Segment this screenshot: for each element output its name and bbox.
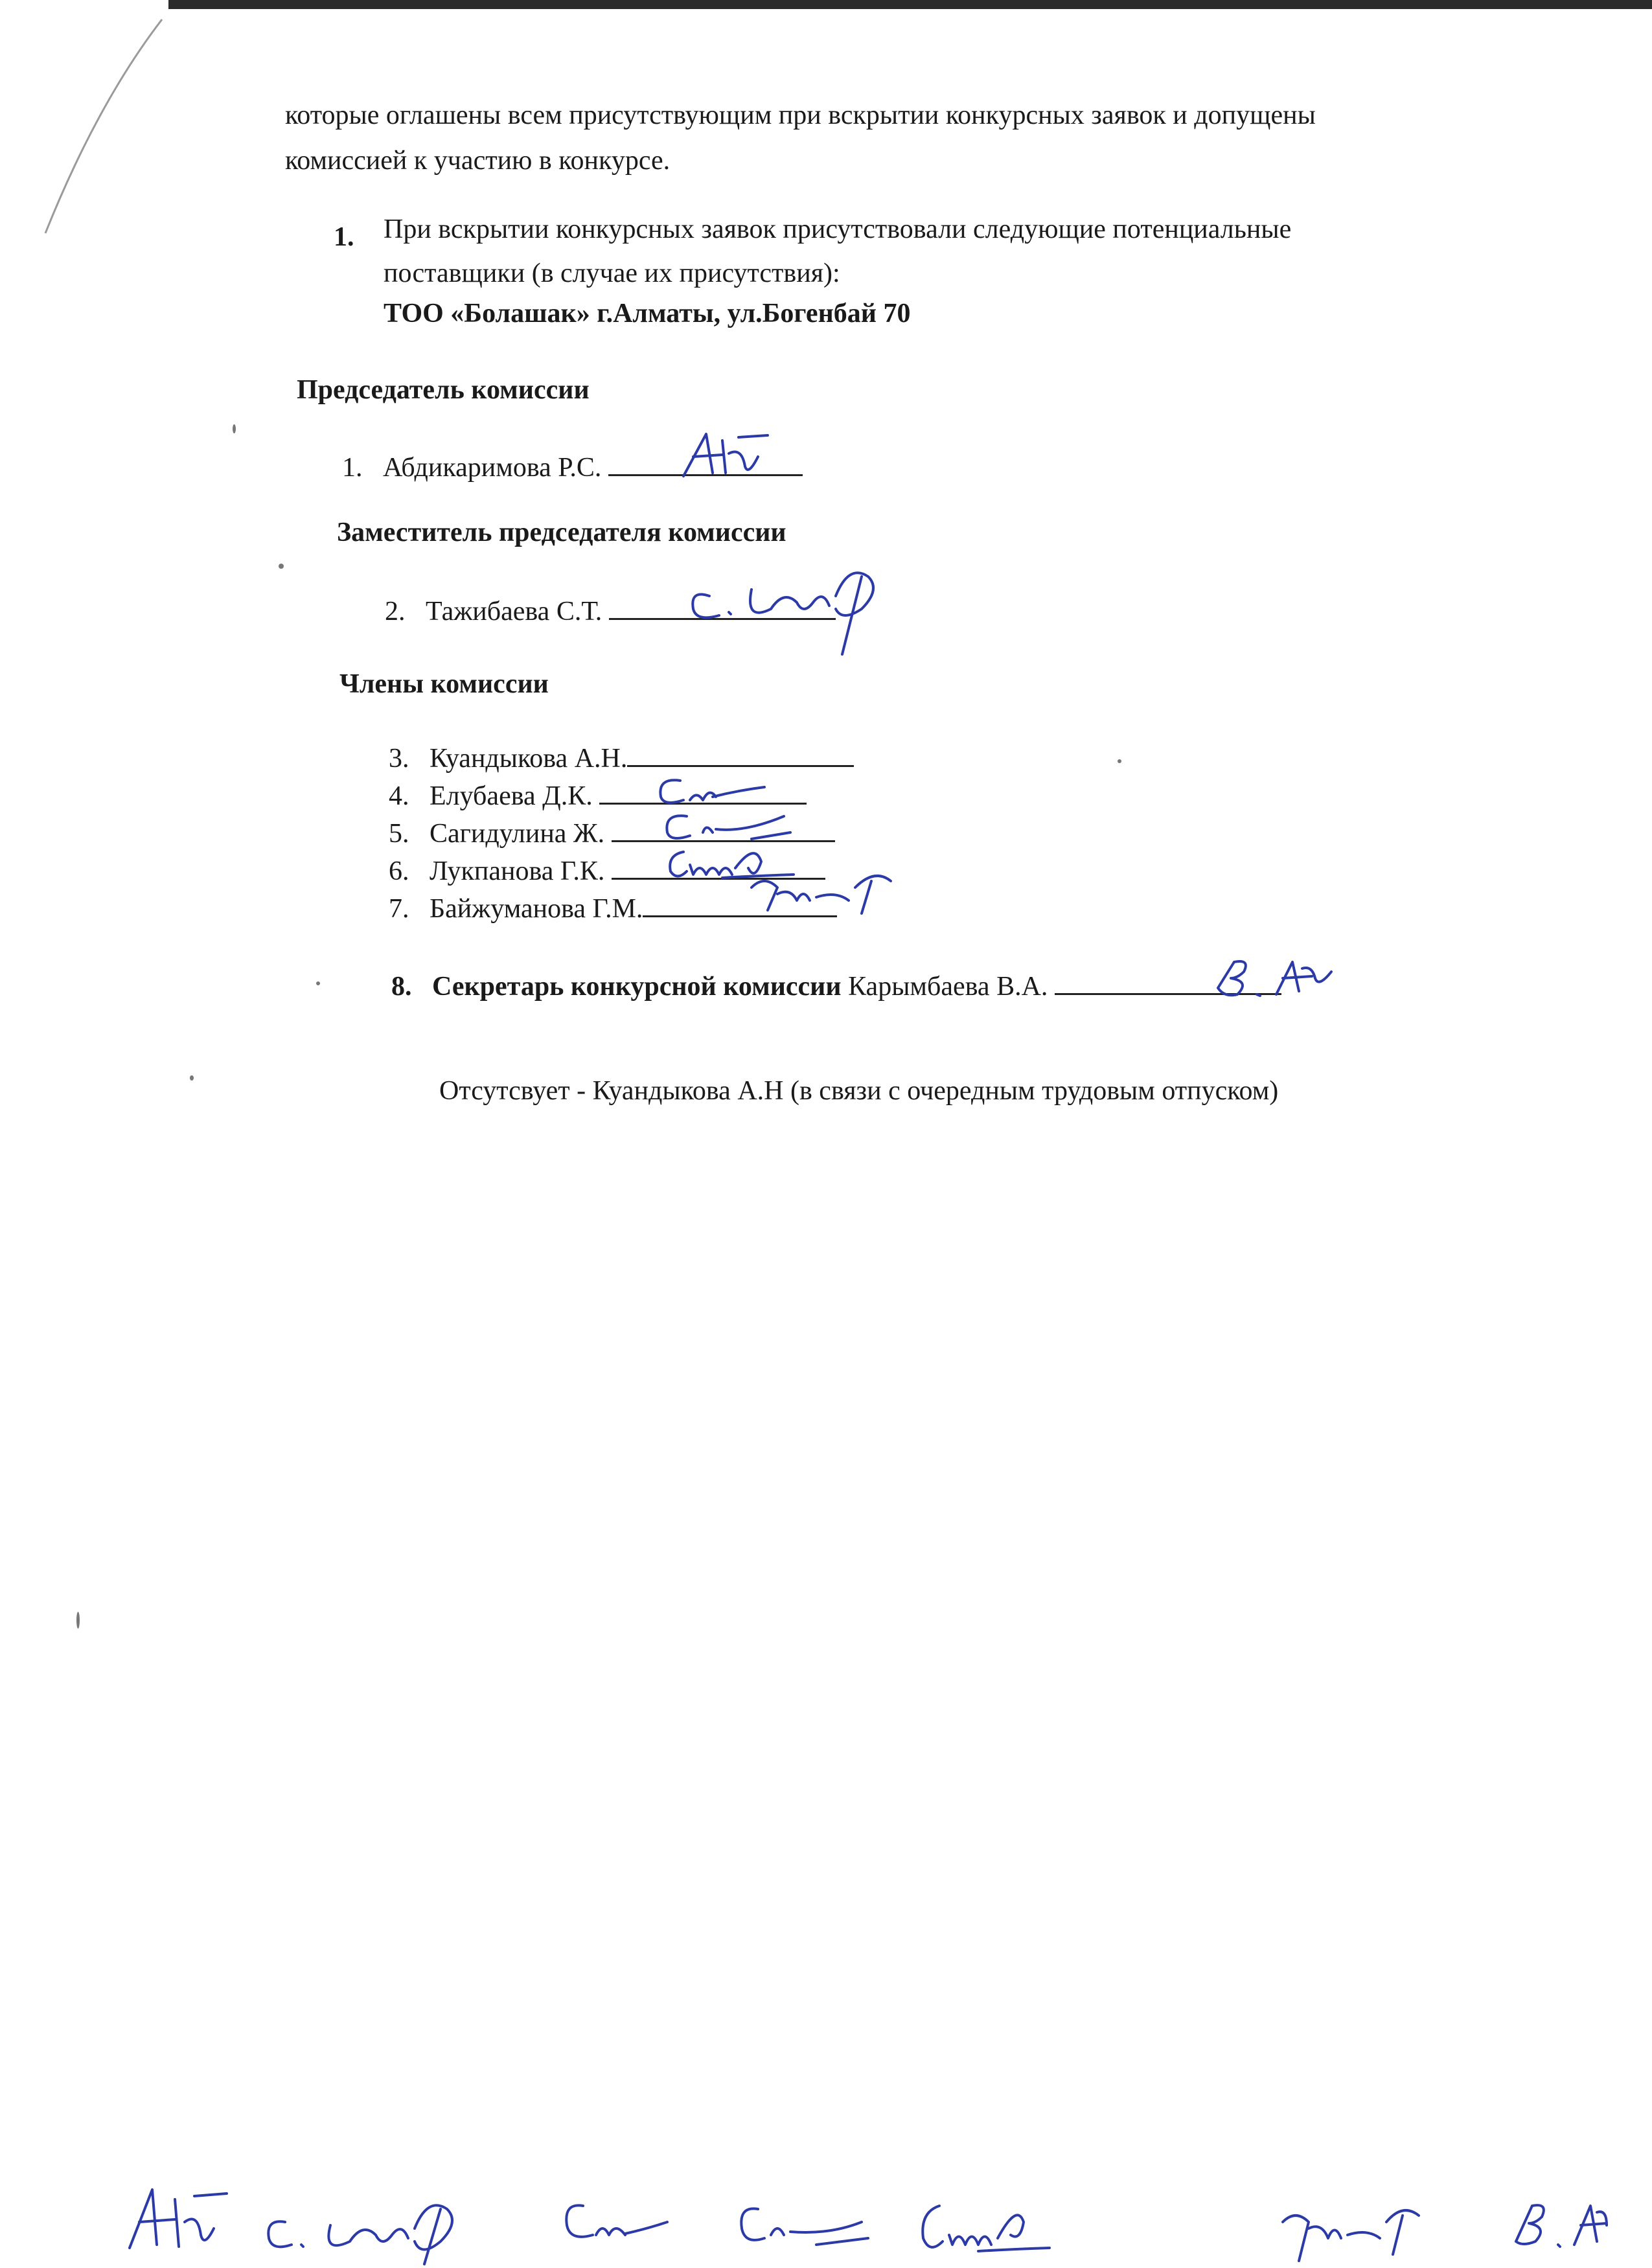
deputy-name: Тажибаева С.Т. xyxy=(426,597,602,626)
scan-speck xyxy=(316,981,320,985)
signature-line xyxy=(627,743,854,767)
secretary-title: Секретарь конкурсной комиссии xyxy=(432,972,842,1002)
members-heading: Члены комиссии xyxy=(339,669,549,699)
scan-speck xyxy=(76,1612,80,1629)
deputy-number: 2. xyxy=(385,597,406,626)
member-number: 4. xyxy=(389,781,409,811)
member-name: Лукпанова Г.К. xyxy=(430,856,605,886)
scan-fold-line xyxy=(0,0,194,259)
member-number: 5. xyxy=(389,819,409,849)
member-name: Куандыкова А.Н. xyxy=(430,744,628,773)
member-name: Байжуманова Г.М. xyxy=(430,894,643,924)
secretary-name: Карымбаева В.А. xyxy=(848,972,1048,1002)
member-row xyxy=(389,742,854,775)
item1-number: 1. xyxy=(334,222,354,252)
scan-speck xyxy=(279,564,284,569)
chair-name: Абдикаримова Р.С. xyxy=(383,453,602,483)
absent-note: Отсутсвует - Куандыкова А.Н (в связи с очередным трудовым отпуском) xyxy=(439,1076,1279,1106)
footer-initials-signatures xyxy=(117,2177,1607,2268)
scan-speck xyxy=(233,424,236,433)
secretary-signature xyxy=(1205,949,1348,1001)
intro-line-2: комиссией к участию в конкурсе. xyxy=(285,146,671,176)
secretary-number: 8. xyxy=(391,972,412,1002)
supplier-line: ТОО «Болашак» г.Алматы, ул.Богенбай 70 xyxy=(384,299,911,328)
deputy-heading: Заместитель председателя комиссии xyxy=(337,518,786,547)
scan-speck xyxy=(190,1075,194,1081)
item1-line-1: При вскрытии конкурсных заявок присутствовали следующие потенциальные xyxy=(384,214,1292,244)
member-number: 3. xyxy=(389,744,409,773)
chair-number: 1. xyxy=(342,453,363,483)
member-7-signature xyxy=(739,862,907,920)
secretary-row xyxy=(391,970,1281,1003)
item1-line-2: поставщики (в случае их присутствия): xyxy=(384,258,840,288)
deputy-signature xyxy=(674,551,907,661)
chair-signature xyxy=(677,428,781,486)
scan-speck xyxy=(1118,759,1121,763)
scan-top-edge xyxy=(168,0,1652,9)
intro-line-1: которые оглашены всем присутствующим при вскрытии конкурсных заявок и допущены xyxy=(285,100,1316,130)
member-name: Елубаева Д.К. xyxy=(430,781,593,811)
member-number: 7. xyxy=(389,894,409,924)
member-name: Сагидулина Ж. xyxy=(430,819,605,849)
member-number: 6. xyxy=(389,856,409,886)
chair-heading: Председатель комиссии xyxy=(297,375,590,405)
